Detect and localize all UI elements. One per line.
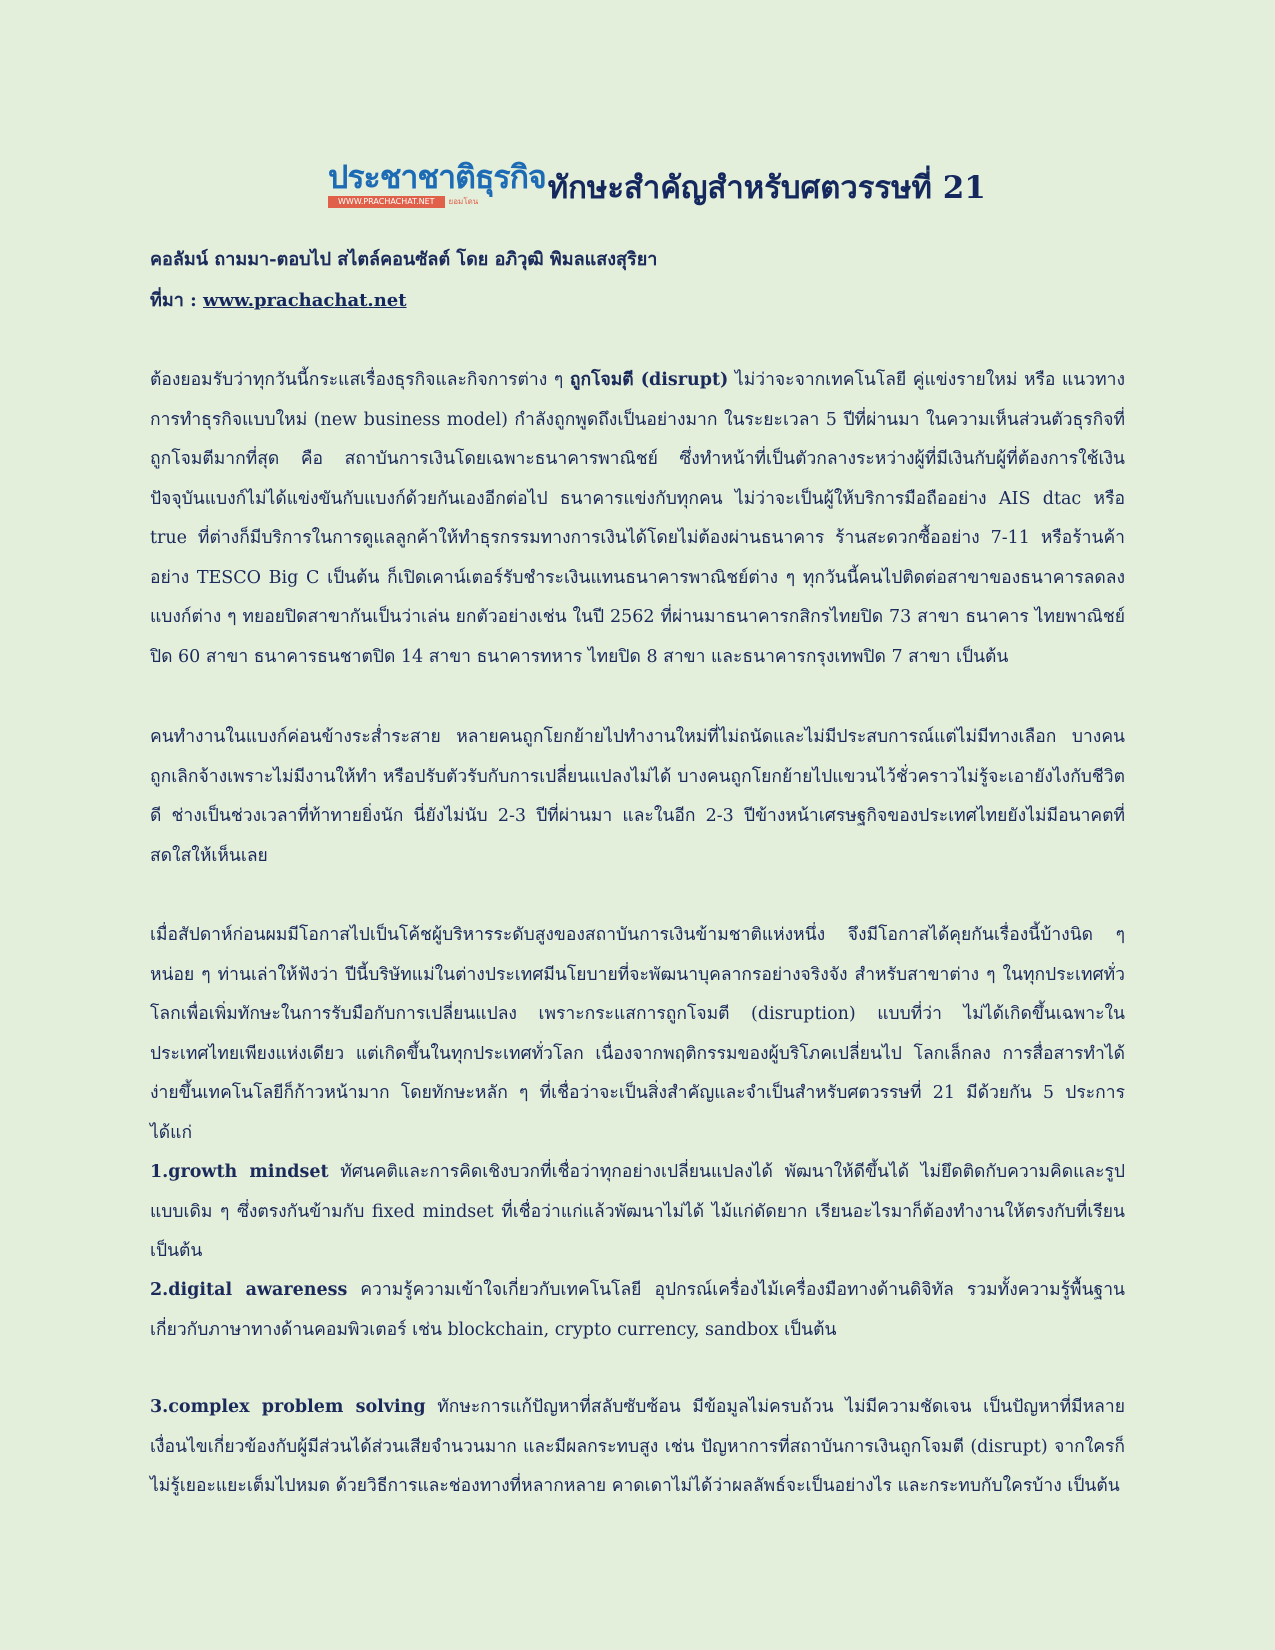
skill-3 bbox=[150, 1388, 1125, 1507]
skill-3-text: ทักษะการแก้ปัญหาที่สลับซับซ้อน มีข้อมูลไม่ครบถ้วน ไม่มีความชัดเจน เป็นปัญหาที่มีหลายเงื่อนไขเกี่ยวข้องกับผู้มีส่วนได้ส่วนเสียจำนวนมาก และมีผลกระทบสูง เช่น ปัญหาการที่สถาบันการเงินถูกโจมตี (disrupt) จากใครก็ไม่รู้เยอะแยะเต็มไปหมด ด้วยวิธีการและช่องทางที่หลากหลาย คาดเดาไม่ได้ว่าผลลัพธ์จะเป็นอย่างไร และกระทบกับใครบ้าง เป็นต้น bbox=[150, 1397, 1125, 1496]
source-line bbox=[150, 285, 407, 314]
source-label: ที่มา : bbox=[150, 290, 204, 311]
skill-1-title: 1.growth mindset bbox=[150, 1162, 329, 1182]
column-byline: คอลัมน์ ถามมา-ตอบไป สไตล์คอนซัลต์ โดย อภิวุฒิ พิมลแสงสุริยา bbox=[150, 249, 658, 270]
skill-3-title: 3.complex problem solving bbox=[150, 1397, 426, 1417]
paragraph-2 bbox=[150, 718, 1125, 876]
p1-text-b: ไม่ว่าจะจากเทคโนโลยี คู่แข่งรายใหม่ หรือ แนวทางการทำธุรกิจแบบใหม่ (new business model) กำลังถูกพูดถึงเป็นอย่างมาก ในระยะเวลา 5 ปีที่ผ่านมา ในความเห็นส่วนตัวธุรกิจที่ถูกโจมตีมากที่สุด คือ สถาบันการเงินโดยเฉพาะธนาคารพาณิชย์ ซึ่งทำหน้าที่เป็นตัวกลางระหว่างผู้ที่มีเงินกับผู้ที่ต้องการใช้เงิน ปัจจุบันแบงก์ไม่ได้แข่งขันกับแบงก์ด้วยกันเองอีกต่อไป ธนาคารแข่งกับทุกคน ไม่ว่าจะเป็นผู้ให้บริการมือถืออย่าง AIS dtac หรือ true ที่ต่างก็มีบริการในการดูแลลูกค้าให้ทำธุรกรรมทางการเงินได้โดยไม่ต้องผ่านธนาคาร ร้านสะดวกซื้ออย่าง 7-11 หรือร้านค้าอย่าง TESCO Big C เป็นต้น ก็เปิดเคาน์เตอร์รับชำระเงินแทนธนาคารพาณิชย์ต่าง ๆ ทุกวันนี้คนไปติดต่อสาขาของธนาคารลดลง แบงก์ต่าง ๆ ทยอยปิดสาขากันเป็นว่าเล่น ยกตัวอย่างเช่น ในปี 2562 ที่ผ่านมาธนาคารกสิกรไทยปิด 73 สาขา ธนาคาร ไทยพาณิชย์ปิด 60 สาขา ธนาคารธนชาตปิด 14 สาขา ธนาคารทหาร ไทยปิด 8 สาขา และธนาคารกรุงเทพปิด 7 สาขา เป็นต้น bbox=[150, 370, 1125, 667]
p1-text-a: ต้องยอมรับว่าทุกวันนี้กระแสเรื่องธุรกิจและกิจการต่าง ๆ bbox=[150, 370, 570, 390]
prachachat-logo[interactable] bbox=[328, 160, 546, 208]
article-header bbox=[328, 160, 986, 212]
p1-emphasis: ถูกโจมตี (disrupt) bbox=[569, 370, 729, 390]
skill-2-text: ความรู้ความเข้าใจเกี่ยวกับเทคโนโลยี อุปกรณ์เครื่องไม้เครื่องมือทางด้านดิจิทัล รวมทั้งความรู้พื้นฐานเกี่ยวกับภาษาทางด้านคอมพิวเตอร์ เช่น blockchain, crypto currency, sandbox เป็นต้น bbox=[150, 1280, 1125, 1340]
logo-subline bbox=[328, 195, 478, 208]
p3-text: เมื่อสัปดาห์ก่อนผมมีโอกาสไปเป็นโค้ชผู้บริหารระดับสูงของสถาบันการเงินข้ามชาติแห่งหนึ่ง จึงมีโอกาสได้คุยกันเรื่องนี้บ้างนิด ๆ หน่อย ๆ ท่านเล่าให้ฟังว่า ปีนี้บริษัทแม่ในต่างประเทศมีนโยบายที่จะพัฒนาบุคลากรอย่างจริงจัง สำหรับสาขาต่าง ๆ ในทุกประเทศทั่วโลกเพื่อเพิ่มทักษะในการรับมือกับการเปลี่ยนแปลง เพราะกระแสการถูกโจมตี (disruption) แบบที่ว่า ไม่ได้เกิดขึ้นเฉพาะในประเทศไทยเพียงแห่งเดียว แต่เกิดขึ้นในทุกประเทศทั่วโลก เนื่องจากพฤติกรรมของผู้บริโภคเปลี่ยนไป โลกเล็กลง การสื่อสารทำได้ง่ายขึ้นเทคโนโลยีก็ก้าวหน้ามาก โดยทักษะหลัก ๆ ที่เชื่อว่าจะเป็นสิ่งสำคัญและจำเป็นสำหรับศตวรรษที่ 21 มีด้วยกัน 5 ประการ ได้แก่ bbox=[150, 925, 1125, 1143]
logo-url: WWW.PRACHACHAT.NET bbox=[328, 196, 445, 208]
logo-wordmark: ประชาชาติธุรกิจ bbox=[328, 158, 546, 196]
p2-text: คนทำงานในแบงก์ค่อนข้างระส่ำระสาย หลายคนถูกโยกย้ายไปทำงานใหม่ที่ไม่ถนัดและไม่มีประสบการณ์แต่ไม่มีทางเลือก บางคนถูกเลิกจ้างเพราะไม่มีงานให้ทำ หรือปรับตัวรับกับการเปลี่ยนแปลงไม่ได้ บางคนถูกโยกย้ายไปแขวนไว้ชั่วคราวไม่รู้จะเอายังไงกับชีวิตดี ช่างเป็นช่วงเวลาที่ท้าทายยิ่งนัก นี่ยังไม่นับ 2-3 ปีที่ผ่านมา และในอีก 2-3 ปีข้างหน้าเศรษฐกิจของประเทศไทยยังไม่มีอนาคตที่สดใสให้เห็นเลย bbox=[150, 727, 1125, 866]
skill-2-title: 2.digital awareness bbox=[150, 1280, 348, 1300]
article-title: ทักษะสำคัญสำหรับศตวรรษที่ 21 bbox=[547, 170, 986, 206]
paragraph-3 bbox=[150, 916, 1125, 1153]
skill-1 bbox=[150, 1153, 1125, 1272]
skill-1-text: ทัศนคติและการคิดเชิงบวกที่เชื่อว่าทุกอย่างเปลี่ยนแปลงได้ พัฒนาให้ดีขึ้นได้ ไม่ยึดติดกับความคิดและรูปแบบเดิม ๆ ซึ่งตรงกันข้ามกับ fixed mindset ที่เชื่อว่าแก่แล้วพัฒนาไม่ได้ ไม้แก่ดัดยาก เรียนอะไรมาก็ต้องทำงานให้ตรงกับที่เรียน เป็นต้น bbox=[150, 1162, 1126, 1261]
source-link[interactable]: www.prachachat.net bbox=[203, 290, 407, 311]
logo-tagline: ยอมโดน bbox=[448, 197, 479, 206]
paragraph-1 bbox=[150, 361, 1125, 677]
skill-2 bbox=[150, 1271, 1125, 1350]
